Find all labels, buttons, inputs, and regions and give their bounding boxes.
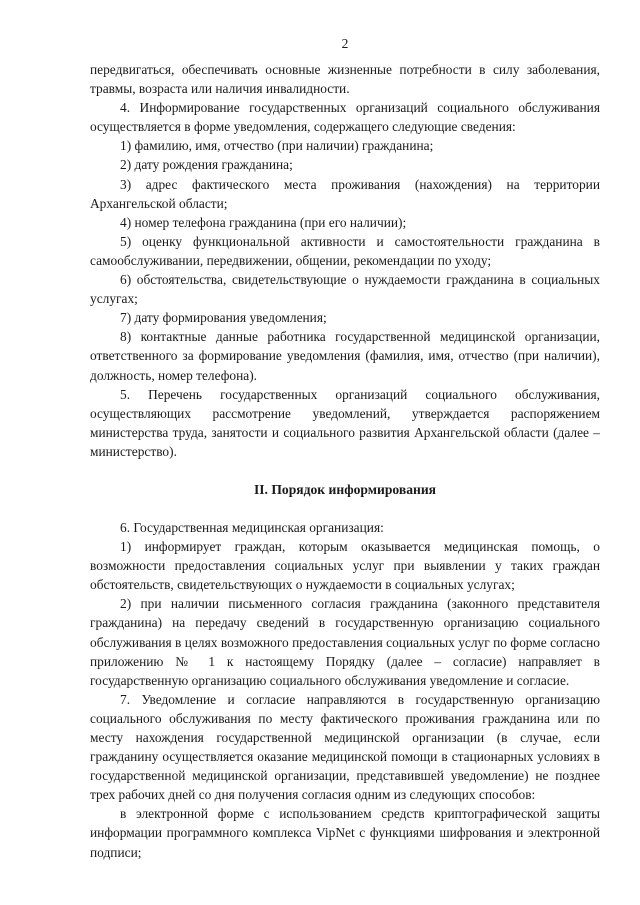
list-item-7: 7) дату формирования уведомления; xyxy=(120,310,327,326)
list-item-5: 5) оценку функциональной активности и самостоятельности гражданина в самообслуживании, передвижении, общении, рекомендации по уходу; xyxy=(90,233,600,268)
list-item-1: 1) фамилию, имя, отчество (при наличии) гражданина; xyxy=(120,138,434,154)
paragraph-item-7: 7. Уведомление и согласие направляются в государственную организацию социального обслуживания по месту фактического проживания гражданина или по месту нахождения государственной медицинской организации (в случае, если гражданину осуществляется оказание медицинской помощи в стационарных условиях в государственной медицинской организации, представившей уведомление) не позднее трех рабочих дней со дня получения согласия одним из следующих способов: xyxy=(90,691,600,803)
page-number: 2 xyxy=(341,36,349,51)
list-item-2: 2) дату рождения гражданина; xyxy=(120,157,293,173)
document-body xyxy=(90,60,600,862)
delivery-method-electronic: в электронной форме с использованием средств криптографической защиты информации программного комплекса VipNet с функциями шифрования и электронной подписи; xyxy=(90,806,600,860)
subitem-6-1: 1) информирует граждан, которым оказывается медицинская помощь, о возможности предоставления социальных услуг при выявлении у таких граждан обстоятельств, свидетельствующих о нуждаемости в социальных услугах; xyxy=(90,539,600,593)
section-heading: II. Порядок информирования xyxy=(253,481,437,497)
paragraph-item-5: 5. Перечень государственных организаций социального обслуживания, осуществляющих рассмотрение уведомлений, утверждается распоряжением министерства труда, занятости и социального развития Архангельской области (далее – министерство). xyxy=(90,386,600,459)
list-item-4: 4) номер телефона гражданина (при его наличии); xyxy=(120,214,407,230)
subitem-6-2: 2) при наличии письменного согласия гражданина (законного представителя гражданина) на передачу сведений в государственную организацию социального обслуживания в целях возможного предоставления социальных услуг по форме согласно приложению № 1 к настоящему Порядку (далее – согласие) направляет в государственную организацию социального обслуживания уведомление и согласие. xyxy=(90,596,600,688)
paragraph-item-6: 6. Государственная медицинская организация: xyxy=(120,519,384,535)
paragraph-item-4: 4. Информирование государственных организаций социального обслуживания осуществляется в форме уведомления, содержащего следующие сведения: xyxy=(90,100,600,135)
list-item-8: 8) контактные данные работника государственной медицинской организации, ответственного за формирование уведомления (фамилия, имя, отчество (при наличии), должность, номер телефона). xyxy=(90,329,600,383)
list-item-3: 3) адрес фактического места проживания (нахождения) на территории Архангельской области; xyxy=(90,176,600,211)
list-item-6: 6) обстоятельства, свидетельствующие о нуждаемости гражданина в социальных услугах; xyxy=(90,272,600,307)
paragraph-continuation: передвигаться, обеспечивать основные жизненные потребности в силу заболевания, травмы, возраста или наличия инвалидности. xyxy=(90,62,600,97)
